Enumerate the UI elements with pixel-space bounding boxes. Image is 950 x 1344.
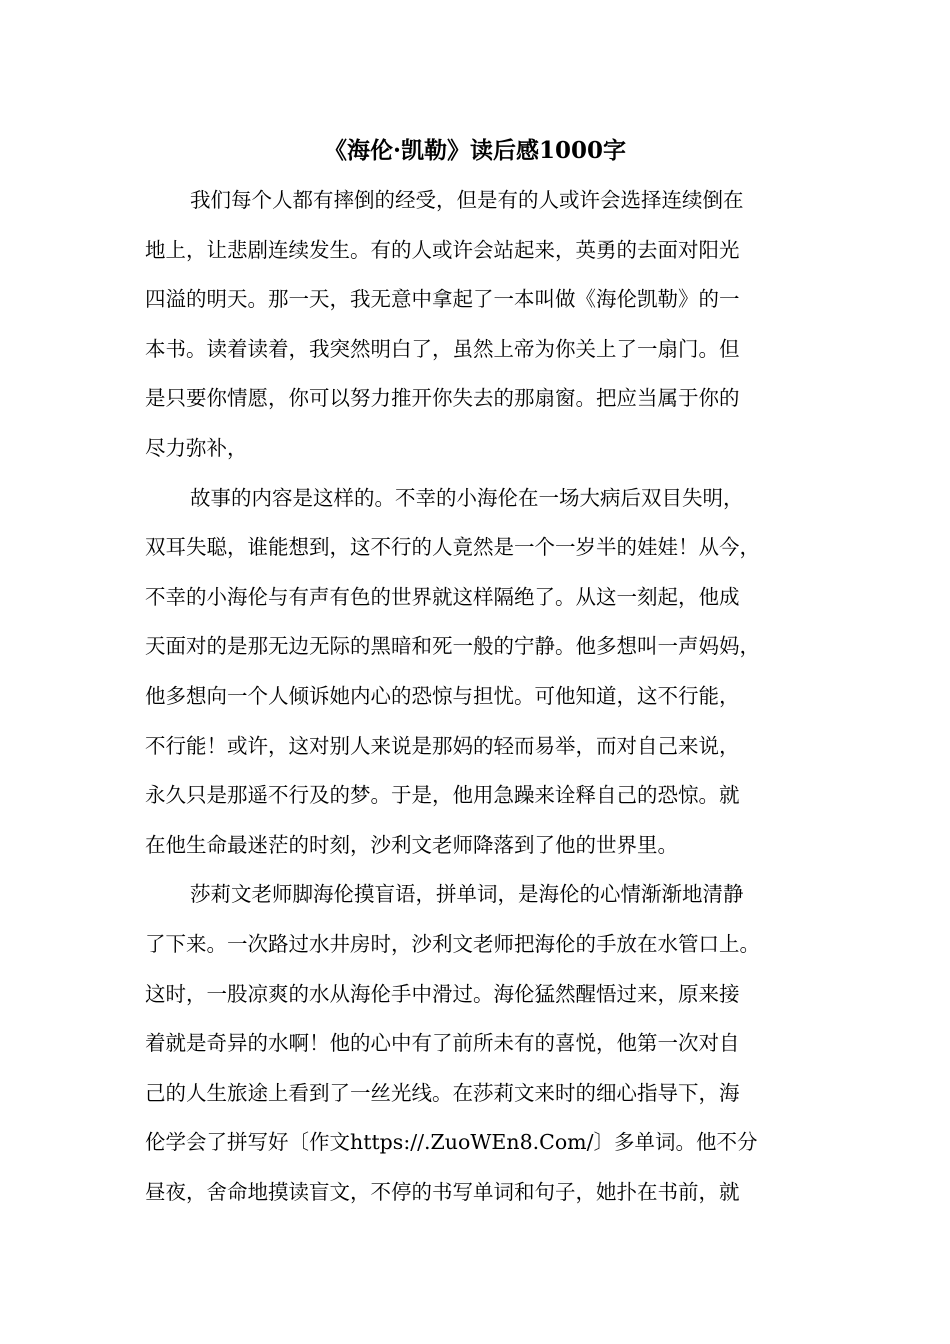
paragraph-1-line-1: 我们每个人都有摔倒的经受，但是有的人或许会选择连续倒在 xyxy=(190,188,744,212)
paragraph-3-line-7: 昼夜，舍命地摸读盲文，不停的书写单词和句子，她扑在书前，就 xyxy=(145,1179,740,1204)
paragraph-3-line-2: 了下来。一次路过水井房时，沙利文老师把海伦的手放在水管口上。 xyxy=(145,931,760,956)
paragraph-3-line-3: 这时，一股凉爽的水从海伦手中滑过。海伦猛然醒悟过来，原来接 xyxy=(145,981,740,1006)
paragraph-2-line-4: 天面对的是那无边无际的黑暗和死一般的宁静。他多想叫一声妈妈， xyxy=(145,634,760,659)
paragraph-2-line-2: 双耳失聪，谁能想到，这不行的人竟然是一个一岁半的娃娃！从今， xyxy=(145,535,760,560)
paragraph-3-line-4: 着就是奇异的水啊！他的心中有了前所未有的喜悦，他第一次对自 xyxy=(145,1031,740,1056)
paragraph-3-line-5: 己的人生旅途上看到了一丝光线。在莎莉文来时的细心指导下，海 xyxy=(145,1080,740,1105)
paragraph-1-line-5: 是只要你情愿，你可以努力推开你失去的那扇窗。把应当属于你的 xyxy=(145,386,740,411)
document-body xyxy=(145,182,815,1223)
paragraph-1-line-3: 四溢的明天。那一天，我无意中拿起了一本叫做《海伦凯勒》的一 xyxy=(145,287,740,312)
paragraph-2-line-8: 在他生命最迷茫的时刻，沙利文老师降落到了他的世界里。 xyxy=(145,832,678,857)
paragraph-1-line-4: 本书。读着读着，我突然明白了，虽然上帝为你关上了一扇门。但 xyxy=(145,336,740,361)
paragraph-2-line-7: 永久只是那遥不行及的梦。于是，他用急躁来诠释自己的恐惊。就 xyxy=(145,783,740,808)
paragraph-3-line-1: 莎莉文老师脚海伦摸盲语，拼单词，是海伦的心情渐渐地清静 xyxy=(190,882,744,907)
paragraph-2-line-1: 故事的内容是这样的。不幸的小海伦在一场大病后双目失明， xyxy=(190,485,744,510)
document-title: 《海伦·凯勒》读后感1000字 xyxy=(323,137,627,164)
paragraph-3-line-6: 伦学会了拼写好〔作文https://.ZuoWEn8.Com/〕多单词。他不分 xyxy=(145,1130,758,1155)
paragraph-2-line-3: 不幸的小海伦与有声有色的世界就这样隔绝了。从这一刻起，他成 xyxy=(145,584,740,609)
paragraph-2-line-5: 他多想向一个人倾诉她内心的恐惊与担忧。可他知道，这不行能， xyxy=(145,683,740,708)
paragraph-1-line-6: 尽力弥补， xyxy=(145,435,248,460)
paragraph-1-line-2: 地上，让悲剧连续发生。有的人或许会站起来，英勇的去面对阳光 xyxy=(145,237,740,262)
paragraph-2-line-6: 不行能！或许，这对别人来说是那妈的轻而易举，而对自己来说， xyxy=(145,733,740,758)
